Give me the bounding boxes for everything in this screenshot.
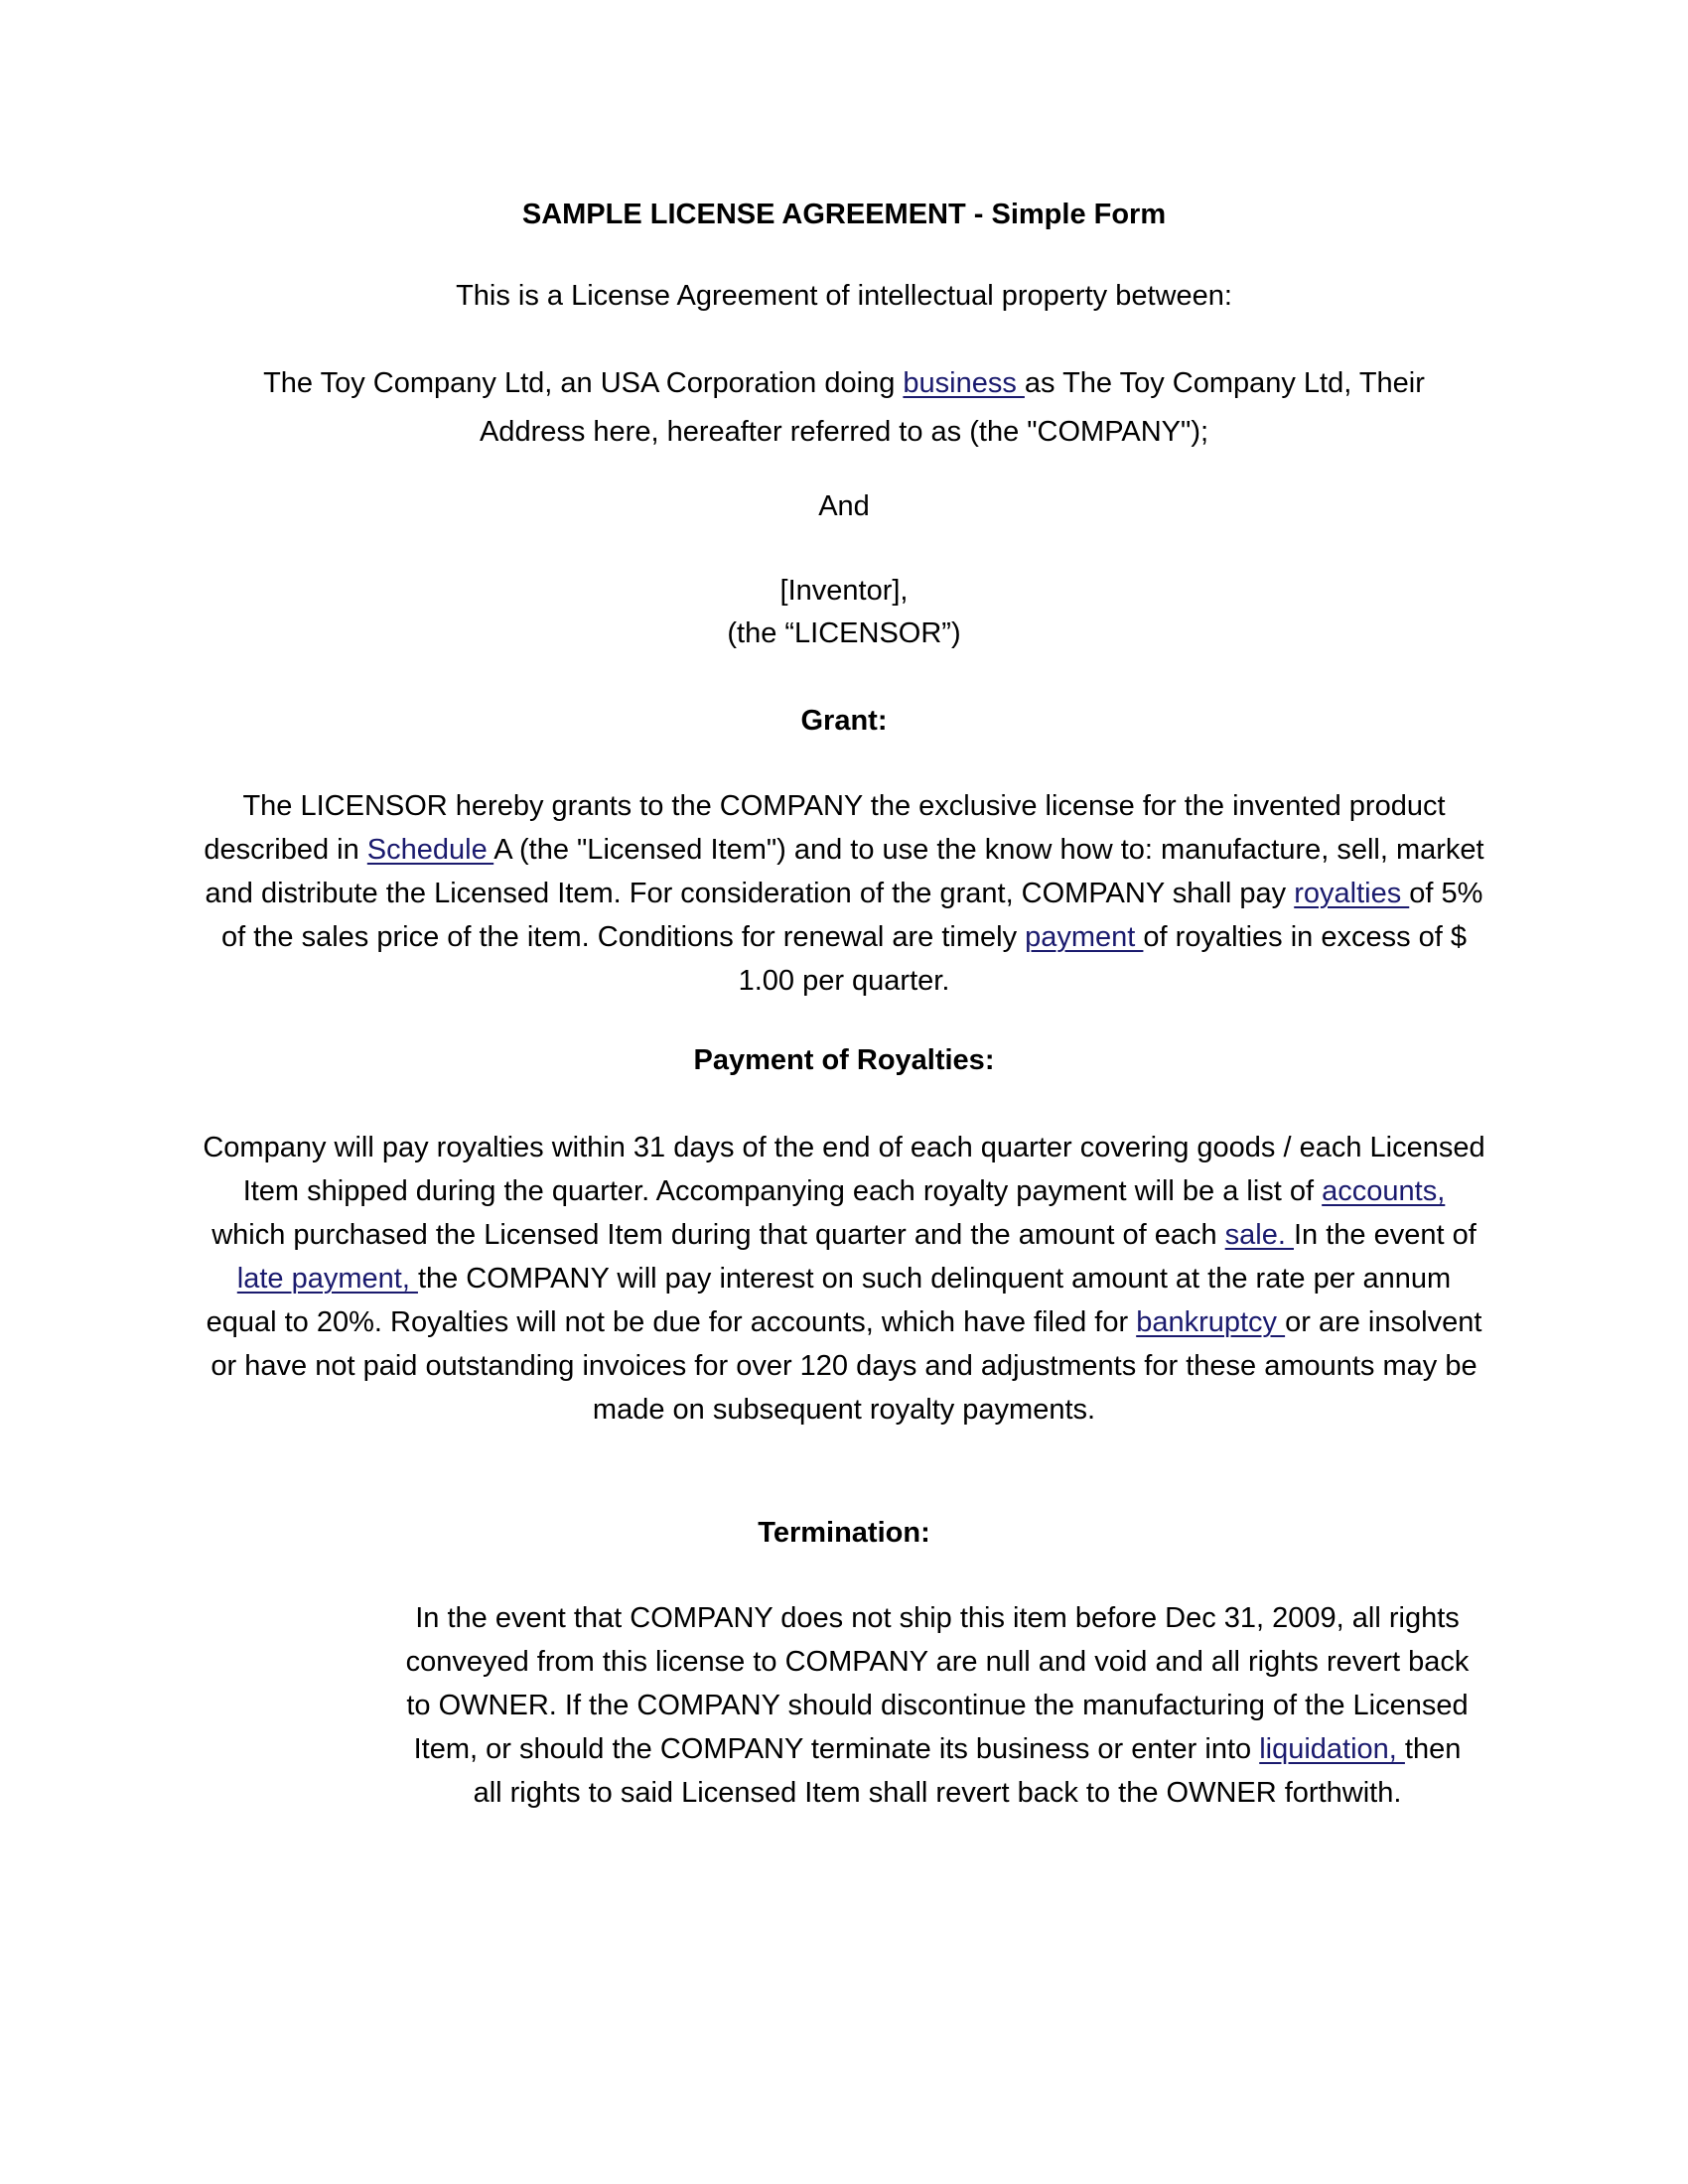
licensor-name: [Inventor], [779,575,909,607]
accounts-link[interactable]: accounts, [1322,1175,1446,1207]
and-separator [0,484,1688,528]
company-party-paragraph [0,359,1688,457]
payment-line-1: Company will pay royalties within 31 days of the end of each quarter covering goods / each Licensed [203,1132,1485,1163]
grant-line-5: 1.00 per quarter. [738,965,950,997]
grant-line-4 [0,915,1688,959]
and-text: And [818,490,870,522]
payment-text: which purchased the Licensed Item during that quarter and the amount of each [211,1219,1225,1251]
grant-text: and distribute the Licensed Item. For consideration of the grant, COMPANY shall pay [205,878,1295,909]
liquidation-link[interactable]: liquidation, [1259,1733,1405,1765]
late-payment-link[interactable]: late payment, [236,1263,418,1295]
payment-heading-text: Payment of Royalties: [693,1044,995,1076]
termination-paragraph [397,1596,1477,1815]
grant-heading-text: Grant: [800,705,888,737]
termination-line-4 [397,1727,1477,1771]
payment-line-3 [0,1213,1688,1257]
termination-text: then [1404,1733,1462,1765]
payment-line-7: made on subsequent royalty payments. [592,1394,1096,1426]
grant-paragraph [0,784,1688,1003]
payment-heading [0,1038,1688,1082]
schedule-link[interactable]: Schedule [366,834,494,866]
royalties-link[interactable]: royalties [1294,878,1410,909]
grant-line-2 [0,828,1688,872]
grant-text: A (the "Licensed Item") and to use the know how to: manufacture, sell, market [493,834,1484,866]
termination-heading-text: Termination: [758,1517,930,1549]
grant-text: described in [204,834,367,866]
sale-link[interactable]: sale. [1224,1219,1294,1251]
grant-line-1: The LICENSOR hereby grants to the COMPANY the exclusive license for the invented product [242,790,1446,822]
intro-text: This is a License Agreement of intellectual property between: [456,280,1232,312]
company-party-text: The Toy Company Ltd, an USA Corporation doing [263,367,904,399]
company-party-text: as The Toy Company Ltd, Their [1024,367,1425,399]
bankruptcy-link[interactable]: bankruptcy [1136,1306,1286,1338]
company-party-line-1 [0,359,1688,408]
grant-line-3 [0,872,1688,915]
grant-text: of the sales price of the item. Conditions for renewal are timely [220,921,1026,953]
termination-heading [0,1511,1688,1555]
licensor-designation: (the “LICENSOR”) [727,617,961,649]
payment-text: the COMPANY will pay interest on such delinquent amount at the rate per annum [417,1263,1452,1295]
payment-line-4 [0,1257,1688,1300]
document-title [0,193,1688,236]
grant-text: of 5% [1409,878,1483,909]
termination-line-2: conveyed from this license to COMPANY are null and void and all rights revert back [405,1646,1470,1678]
grant-heading [0,699,1688,743]
payment-text: In the event of [1294,1219,1477,1251]
termination-text: Item, or should the COMPANY terminate its business or enter into [413,1733,1260,1765]
termination-line-3: to OWNER. If the COMPANY should discontinue the manufacturing of the Licensed [406,1690,1469,1721]
payment-line-2 [0,1169,1688,1213]
company-party-line-2: Address here, hereafter referred to as (the "COMPANY"); [479,416,1209,448]
payment-line-5 [0,1300,1688,1344]
business-link[interactable]: business [903,367,1025,399]
payment-text: Item shipped during the quarter. Accompanying each royalty payment will be a list of [242,1175,1323,1207]
payment-link[interactable]: payment [1025,921,1144,953]
payment-text: or are insolvent [1285,1306,1482,1338]
termination-line-5: all rights to said Licensed Item shall revert back to the OWNER forthwith. [473,1777,1402,1809]
title-text: SAMPLE LICENSE AGREEMENT - Simple Form [521,199,1167,230]
intro-paragraph [0,274,1688,318]
termination-line-1: In the event that COMPANY does not ship this item before Dec 31, 2009, all rights [415,1602,1460,1634]
payment-text: equal to 20%. Royalties will not be due for accounts, which have filed for [206,1306,1137,1338]
licensor-party-paragraph [0,570,1688,655]
payment-paragraph [0,1126,1688,1432]
grant-text: of royalties in excess of $ [1143,921,1468,953]
payment-line-6: or have not paid outstanding invoices for over 120 days and adjustments for these amounts may be [211,1350,1477,1382]
